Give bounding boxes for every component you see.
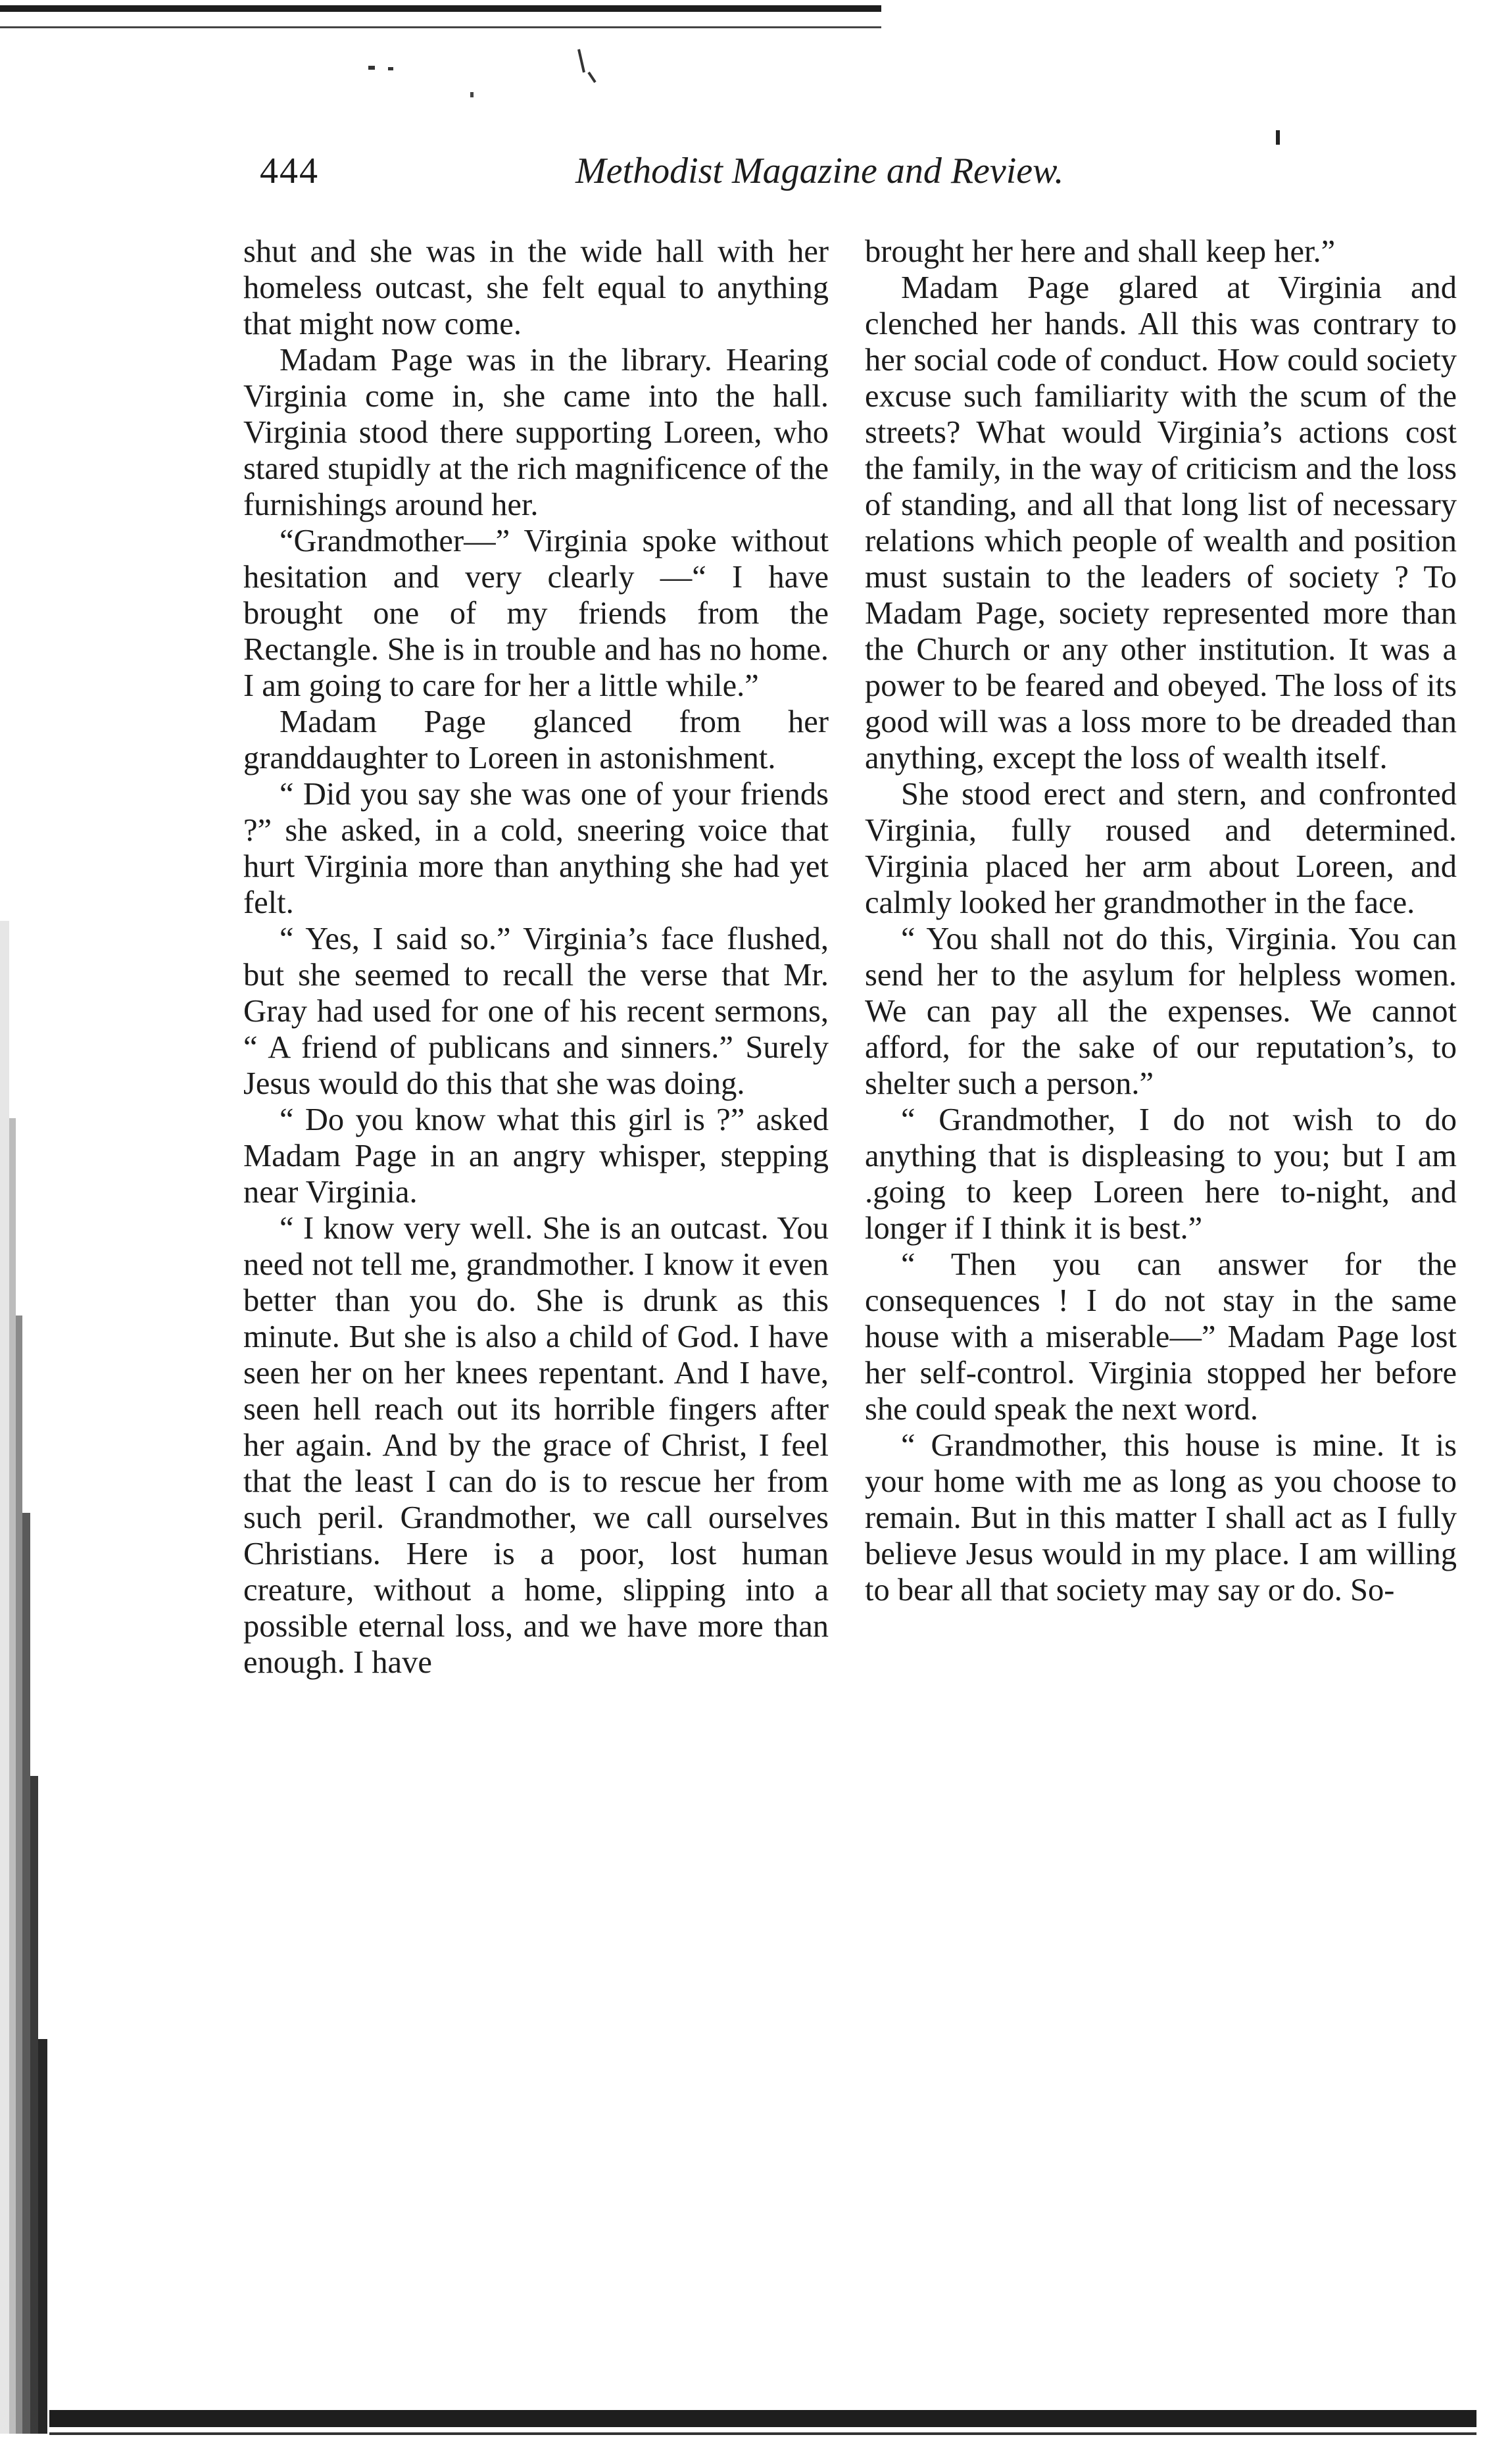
running-title: Methodist Magazine and Review. xyxy=(575,151,1064,191)
page-number: 444 xyxy=(260,151,319,191)
paragraph: Madam Page glared at Virginia and clenched her hands. All this was contrary to her social code of conduct. How could society excuse such familiarity with the scum of the streets? What would Virginia’s actions cost the family, in the way of criticism and the loss of standing, and all that long list of necessary relations which people of wealth and position must sustain to the leaders of society ? To Madam Page, society represented more than the Church or any other institution. It was a power to be feared and obeyed. The loss of its good will was a loss more to be dreaded than anything, except the loss of wealth itself. xyxy=(865,270,1457,775)
paragraph: “ I know very well. She is an outcast. You need not tell me, grandmother. I know it even better than you do. She is drunk as this minute. But she is also a child of God. I have seen her on her knees repentant. And I have, seen hell reach out its horrible fingers after her again. And by the grace of Christ, I feel that the least I can do is to rescue her from such peril. Grandmother, we call ourselves Christians. Here is a poor, lost human creature, without a home, slipping into a possible eternal loss, and we have more than enough. I have xyxy=(243,1211,829,1680)
paragraph: “ Did you say she was one of your friends ?” she asked, in a cold, sneering voice that hurt Virginia more than anything she had yet felt. xyxy=(243,777,829,920)
paragraph: “ Grandmother, I do not wish to do anything that is displeasing to you; but I am .going to keep Loreen here to-night, and longer if I think it is best.” xyxy=(865,1102,1457,1246)
bottom-rule-thin xyxy=(49,2432,1476,2435)
paragraph: brought her here and shall keep her.” xyxy=(865,234,1336,269)
text-column-right xyxy=(865,234,1457,1608)
paragraph: “Grandmother—” Virginia spoke without hesitation and very clearly —“ I have brought one of my friends from the Rectangle. She is in trouble and has no home. I am going to care for her a little while.” xyxy=(243,524,829,703)
paragraph: “ You shall not do this, Virginia. You can send her to the asylum for helpless women. We can pay all the expenses. We cannot afford, for the sake of our reputation’s, to shelter such a person.” xyxy=(865,922,1457,1101)
paragraph: “ Grandmother, this house is mine. It is your home with me as long as you choose to remain. But in this matter I shall act as I fully believe Jesus would in my place. I am willing to bear all that society may say or do. So- xyxy=(865,1428,1457,1608)
text-column-left xyxy=(243,234,829,1681)
page-binding-edge xyxy=(0,921,59,2434)
paragraph: Madam Page glanced from her granddaughter to Loreen in astonishment. xyxy=(243,704,829,775)
paragraph: Madam Page was in the library. Hearing Virginia come in, she came into the hall. Virginia stood there supporting Loreen, who stared stupidly at the rich magnificence of the furnishings around her. xyxy=(243,343,829,522)
paragraph: “ Yes, I said so.” Virginia’s face flushed, but she seemed to recall the verse that Mr. Gray had used for one of his recent sermons, “ A friend of publicans and sinners.” Surely Jesus would do this that she was doing. xyxy=(243,922,829,1101)
paragraph: “ Do you know what this girl is ?” asked Madam Page in an angry whisper, stepping near Virginia. xyxy=(243,1102,829,1210)
paragraph: “ Then you can answer for the consequences ! I do not stay in the same house with a miserable—” Madam Page lost her self-control. Virginia stopped her before she could speak the next word. xyxy=(865,1247,1457,1427)
page-header xyxy=(260,150,1181,209)
bottom-rule xyxy=(49,2410,1476,2427)
paragraph: She stood erect and stern, and confronted Virginia, fully roused and determined. Virginia placed her arm about Loreen, and calmly looked her grandmother in the face. xyxy=(865,777,1457,920)
paragraph: shut and she was in the wide hall with her homeless outcast, she felt equal to anything that might now come. xyxy=(243,234,829,341)
